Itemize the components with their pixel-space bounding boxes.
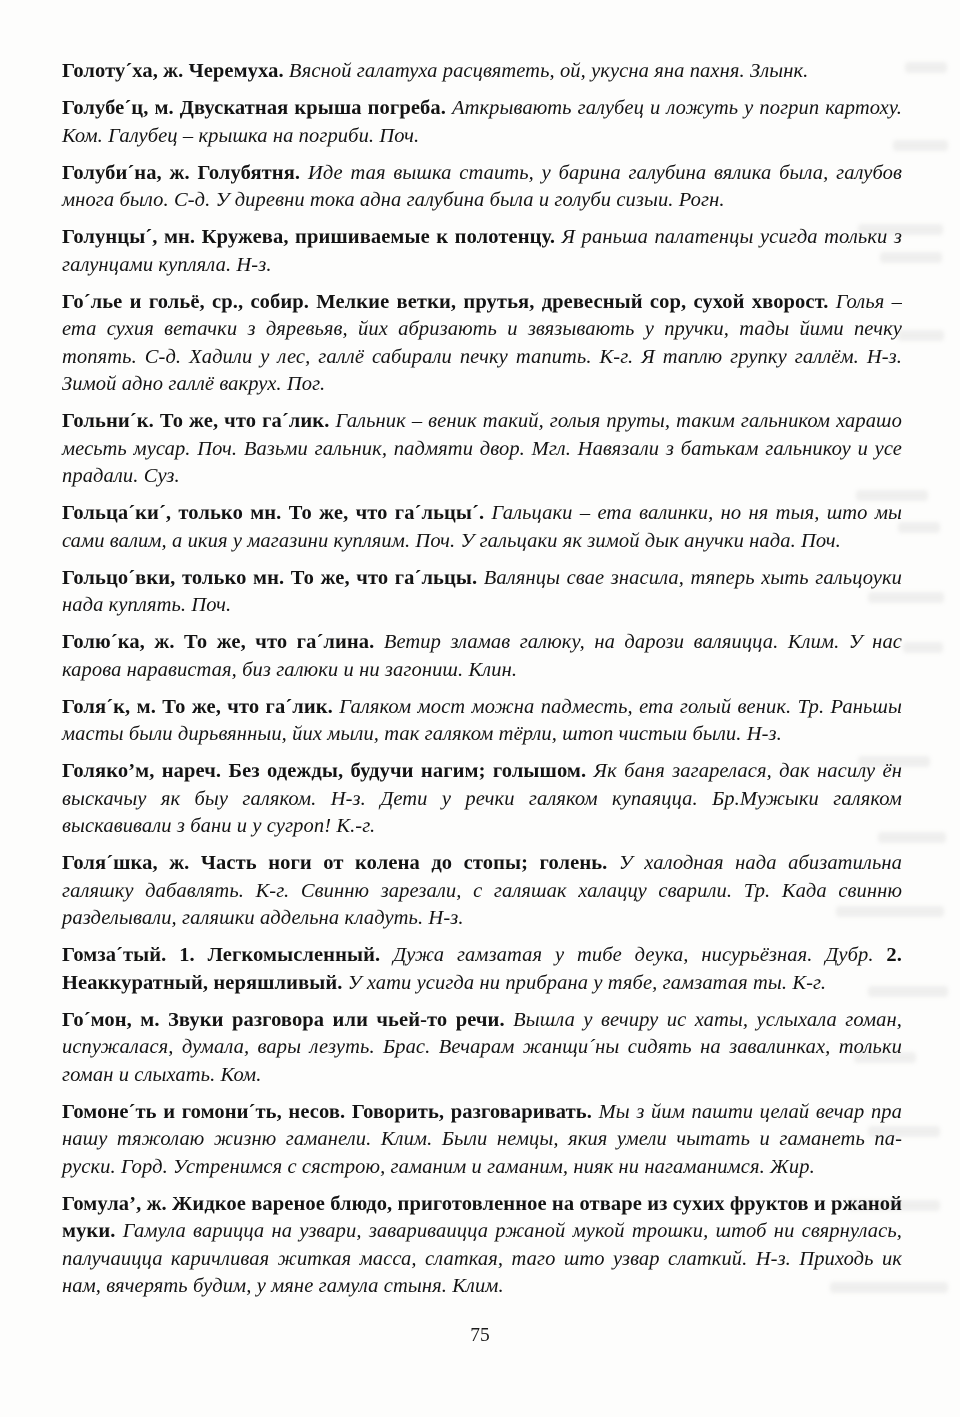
headword-and-definition: Голуби´на, ж. Голубятня. — [62, 161, 301, 184]
usage-example: У хати усигда ни прибрана у тябе, гамзатая ты. К-г. — [342, 971, 827, 994]
headword-and-definition: Голю´ка, ж. То же, что га´лина. — [62, 631, 375, 653]
usage-example: Валянцы свае знасила, тяперь хыть гальцоуки нада куплять. Поч. — [62, 566, 902, 616]
usage-example: Гальник – веник такий, голыя пруты, таким гальником харашо месьть мусар. Поч. Вазьми гальник, падмяти двор. Мгл. Навязали з батькам гальникоу и усе прадали. Суз. — [62, 410, 902, 487]
dictionary-entry — [62, 629, 902, 684]
dictionary-entry — [62, 1191, 902, 1301]
usage-example: Вясной галатуха расцвятеть, ой, укусна яна пахня. Злынк. — [283, 60, 809, 82]
usage-example: Аткрывають галубец и ложуть у погрип картоху. Ком. Галубец – крышка на погриби. Поч. — [62, 97, 902, 147]
usage-example: У халодная нада абизатильна галяшку дабавлять. К-г. Свинню зарезали, с галяшак халаццу сварили. Тр. Када свинню разделывали, галяшки аддельна кладуть. Н-з. — [62, 852, 903, 929]
dictionary-entry — [62, 1099, 902, 1182]
headword-and-definition: Гомоне´ть и гомони´ть, несов. Говорить, разговаривать. — [62, 1100, 592, 1123]
usage-example: Дужа гамзатая у тибе деука, нисурьёзная. Дубр. — [380, 944, 874, 966]
usage-example: Гальцаки – ета валинки, но ня тыя, што мы сами валим, а икия у магазини купляим. Поч. У гальцаки як зимой дык анучки нада. Поч. — [62, 502, 902, 552]
dictionary-entry — [62, 500, 902, 555]
headword-and-definition: Гольни´к. То же, что га´лик. — [62, 410, 330, 432]
dictionary-entry — [62, 408, 902, 491]
usage-example: Мы з йим пашти целай вечар пра нашу тяжолаю жизню гаманели. Клим. Были немцы, якия умели чытать и гаманеть па-руски. Горд. Устренимся с сястрою, гаманим и гаманим, нияк ни нагаманимся. Жир. — [62, 1100, 902, 1178]
dictionary-entry — [62, 694, 902, 749]
headword-and-definition: Гольца´ки´, только мн. То же, что га´льцы´. — [62, 502, 485, 524]
headword-and-definition: Голоту´ха, ж. Черемуха. — [62, 60, 284, 82]
headword-and-definition: Го´лье и гольё, ср., собир. Мелкие ветки, прутья, древесный сор, сухой хворост. — [62, 290, 829, 313]
dictionary-entry — [62, 289, 902, 399]
usage-example: Гамула варицца на узвари, завариваицца ржаной мукой трошки, штоб ни свярнулась, палучаицца каричливая житкая масса, слаткая, таго што узвар слаткий. Н-з. Приходь ик нам, вячерять будим, у мяне гамула стыня. Клим. — [62, 1220, 902, 1297]
usage-example: Иде тая вышка стаить, у барина галубина вялика была, галубов многа было. С-д. У диревни тока адна галубина была и голуби сизыи. Рогн. — [62, 161, 902, 211]
usage-example: Я раньша палатенцы усигда тольки з галунцами купляла. Н-з. — [62, 226, 902, 276]
headword-and-definition: Гольцо´вки, только мн. То же, что га´льцы. — [62, 566, 478, 589]
headword-and-definition: Голубе´ц, м. Двускатная крыша погреба. — [62, 97, 446, 119]
usage-example: Вышла у вечиру ис хаты, услыхала гоман, испужалася, думала, вары лезуть. Брас. Вечарам жанщи´ны сидять на завалинках, тольки гоман и слыхать. Ком. — [62, 1008, 902, 1086]
headword-and-definition: 2. Неаккуратный, неряшливый. — [62, 944, 902, 994]
dictionary-entry — [62, 95, 902, 150]
usage-example: Ветир зламав галюку, на дарози валяицца. Клим. У нас карова наравистая, биз галюки и ни загониш. Клин. — [62, 631, 902, 681]
headword-and-definition: Гомза´тый. 1. Легкомысленный. — [62, 944, 381, 966]
dictionary-page-content — [62, 58, 902, 1301]
dictionary-entry — [62, 224, 902, 279]
dictionary-entry — [62, 565, 902, 620]
headword-and-definition: Голяко’м, нареч. Без одежды, будучи нагим; голышом. — [62, 760, 587, 782]
usage-example: Голья – ета сухия ветачки з дяревьяв, йих абризають и звязывають у пручки, тады йими печку топять. С-д. Хадили у лес, галлё сабирали печку тапить. К-г. Я таплю групку галлём. Н-з. Зимой адно галлё вакрух. Пог. — [62, 290, 903, 395]
headword-and-definition: Голя´шка, ж. Часть ноги от колена до стопы; голень. — [62, 852, 608, 874]
entries — [62, 58, 902, 1301]
dictionary-entry — [62, 160, 902, 215]
dictionary-entry — [62, 58, 902, 86]
dictionary-entry — [62, 850, 902, 933]
headword-and-definition: Голунцы´, мн. Кружева, пришиваемые к полотенцу. — [62, 226, 556, 248]
dictionary-entry — [62, 942, 902, 997]
usage-example: Галяком мост можна падместь, ета голый веник. Тр. Раньшы масты были дирьвянныи, йих мыли, так галяком тёрли, штоп чистыи были. Н-з. — [62, 695, 902, 745]
page-number: 75 — [470, 1325, 490, 1346]
dictionary-entry — [62, 758, 902, 841]
headword-and-definition: Голя´к, м. То же, что га´лик. — [62, 695, 333, 718]
headword-and-definition: Го´мон, м. Звуки разговора или чьей-то речи. — [62, 1008, 505, 1031]
headword-and-definition: Гомула’, ж. Жидкое вареное блюдо, приготовленное на отваре из сухих фруктов и ржаной муки. — [62, 1192, 902, 1242]
dictionary-entry — [62, 1007, 902, 1090]
usage-example: Як баня загарелася, дак насилу ён выскачыу як быу галяком. Н-з. Дети у речки галяком купаяцца. Бр.Мужыки галяком выскавивали з бани и у сугроп! К.-г. — [62, 760, 902, 837]
